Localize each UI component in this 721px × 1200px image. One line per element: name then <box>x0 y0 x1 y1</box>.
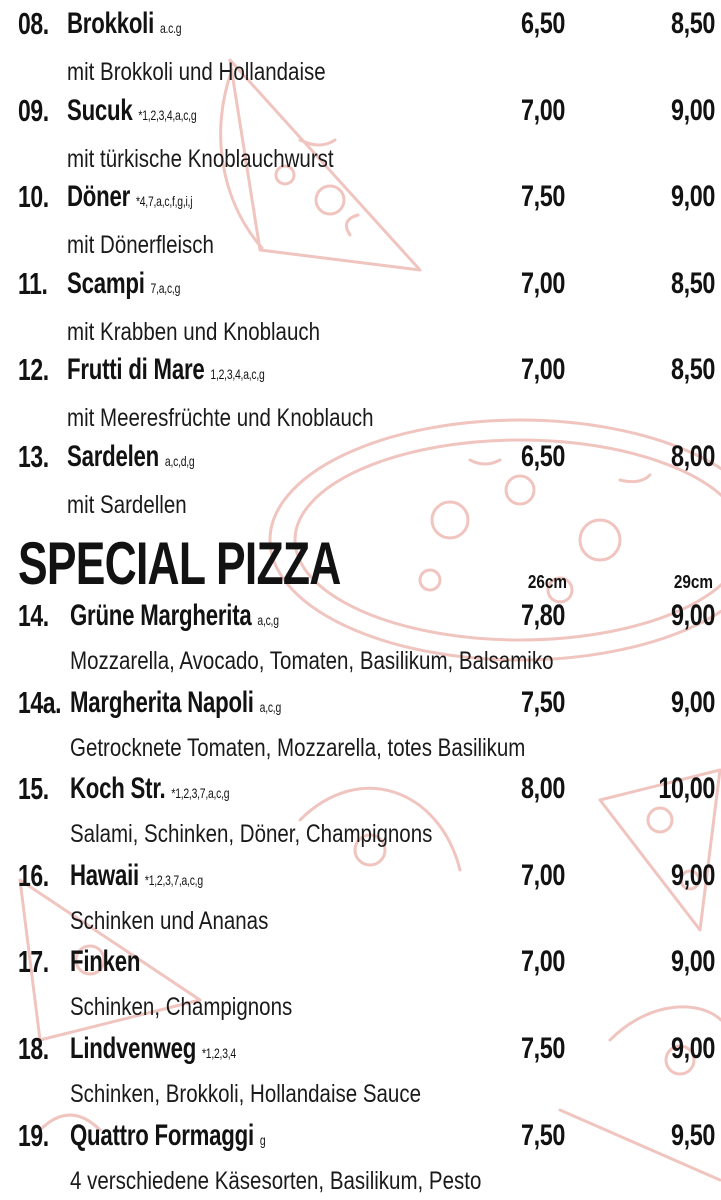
item-number: 08. <box>18 6 49 41</box>
item-title <box>70 945 146 979</box>
size-label-large: 29cm <box>673 571 713 592</box>
item-number: 15. <box>18 771 49 806</box>
item-allergens: a,c,g <box>257 612 279 628</box>
item-allergens: *1,2,3,7,a,c,g <box>171 785 230 801</box>
item-description: 4 verschiedene Käsesorten, Basilikum, Pesto <box>70 1166 482 1195</box>
item-name: Hawaii <box>70 859 140 892</box>
item-number: 09. <box>18 93 49 128</box>
price-large: 9,00 <box>671 180 715 213</box>
item-name: Koch Str. <box>70 772 166 805</box>
item-allergens: *1,2,3,7,a,c,g <box>144 872 203 888</box>
menu-item <box>0 437 721 477</box>
item-name: Döner <box>67 180 131 213</box>
item-description: mit Brokkoli und Hollandaise <box>67 57 326 86</box>
item-title <box>67 267 180 301</box>
item-description: mit Krabben und Knoblauch <box>67 317 321 346</box>
item-number: 13. <box>18 439 49 474</box>
item-number: 16. <box>18 858 49 893</box>
section-title: SPECIAL PIZZA <box>18 529 341 597</box>
price-large: 9,00 <box>671 599 715 632</box>
menu-item <box>0 596 721 636</box>
item-name: Margherita Napoli <box>70 686 254 719</box>
item-title <box>67 94 196 128</box>
item-name: Brokkoli <box>67 7 155 40</box>
menu-item <box>0 91 721 131</box>
price-small: 7,50 <box>521 1032 565 1065</box>
item-allergens: *1,2,3,4,a,c,g <box>138 107 197 123</box>
menu-item <box>0 683 721 723</box>
item-title <box>70 1119 265 1153</box>
item-description: Mozzarella, Avocado, Tomaten, Basilikum, Balsamiko <box>70 646 554 675</box>
price-small: 7,50 <box>521 1119 565 1152</box>
item-description: mit Sardellen <box>67 490 187 519</box>
price-large: 8,50 <box>671 7 715 40</box>
item-description: mit Dönerfleisch <box>67 230 214 259</box>
item-description: mit türkische Knoblauchwurst <box>67 144 334 173</box>
price-large: 9,00 <box>671 686 715 719</box>
price-small: 7,00 <box>521 267 565 300</box>
item-allergens: a,c,g <box>259 699 282 715</box>
item-name: Lindvenweg <box>70 1032 197 1065</box>
price-small: 7,50 <box>521 180 565 213</box>
item-title <box>67 353 265 387</box>
price-large: 10,00 <box>658 772 715 805</box>
price-large: 9,00 <box>671 945 715 978</box>
price-small: 7,80 <box>521 599 565 632</box>
price-small: 8,00 <box>521 772 565 805</box>
item-number: 14a. <box>18 685 62 720</box>
size-label-small: 26cm <box>527 571 567 592</box>
item-number: 11. <box>18 266 48 301</box>
item-name: Scampi <box>67 267 145 300</box>
item-number: 12. <box>18 352 49 387</box>
price-small: 6,50 <box>521 7 565 40</box>
menu-item <box>0 769 721 809</box>
price-large: 9,00 <box>671 94 715 127</box>
item-title <box>70 599 279 633</box>
price-small: 7,00 <box>521 945 565 978</box>
item-allergens: 1,2,3,4,a,c,g <box>210 366 265 382</box>
item-title <box>70 859 203 893</box>
price-large: 9,00 <box>671 859 715 892</box>
price-small: 7,00 <box>521 94 565 127</box>
price-large: 8,50 <box>671 267 715 300</box>
item-name: Quattro Formaggi <box>70 1119 254 1152</box>
price-small: 7,00 <box>521 859 565 892</box>
price-small: 7,50 <box>521 686 565 719</box>
item-title <box>70 772 229 806</box>
item-allergens: a,c,d,g <box>164 453 195 469</box>
item-description: Schinken, Champignons <box>70 992 293 1021</box>
item-description: Getrocknete Tomaten, Mozzarella, totes Basilikum <box>70 733 526 762</box>
item-description: mit Meeresfrüchte und Knoblauch <box>67 403 374 432</box>
item-title <box>67 440 194 474</box>
item-name: Finken <box>70 945 141 978</box>
menu-item <box>0 856 721 896</box>
item-allergens: g <box>259 1132 266 1148</box>
item-allergens: a.c.g <box>159 20 182 36</box>
price-large: 8,50 <box>671 353 715 386</box>
menu-item <box>0 942 721 982</box>
menu-item <box>0 177 721 217</box>
item-name: Grüne Margherita <box>70 599 252 632</box>
item-number: 18. <box>18 1031 49 1066</box>
item-number: 19. <box>18 1118 49 1153</box>
item-title <box>67 7 181 41</box>
item-allergens: *4,7,a,c,f,g,i,j <box>135 193 193 209</box>
item-title <box>70 686 281 720</box>
item-allergens: *1,2,3,4 <box>201 1045 236 1061</box>
item-description: Schinken und Ananas <box>70 906 269 935</box>
item-description: Schinken, Brokkoli, Hollandaise Sauce <box>70 1079 421 1108</box>
menu-item <box>0 264 721 304</box>
price-large: 9,50 <box>671 1119 715 1152</box>
menu-item <box>0 1029 721 1069</box>
price-small: 6,50 <box>521 440 565 473</box>
item-number: 17. <box>18 944 49 979</box>
item-number: 14. <box>18 598 49 633</box>
price-small: 7,00 <box>521 353 565 386</box>
item-title <box>70 1032 236 1066</box>
price-large: 9,00 <box>671 1032 715 1065</box>
item-description: Salami, Schinken, Döner, Champignons <box>70 819 433 848</box>
menu-item <box>0 1116 721 1156</box>
price-large: 8,00 <box>671 440 715 473</box>
item-allergens: 7,a,c,g <box>150 280 181 296</box>
item-number: 10. <box>18 179 49 214</box>
item-name: Sucuk <box>67 94 133 127</box>
item-title <box>67 180 192 214</box>
item-name: Frutti di Mare <box>67 353 205 386</box>
menu-item <box>0 350 721 390</box>
menu-item <box>0 4 721 44</box>
item-name: Sardelen <box>67 440 160 473</box>
